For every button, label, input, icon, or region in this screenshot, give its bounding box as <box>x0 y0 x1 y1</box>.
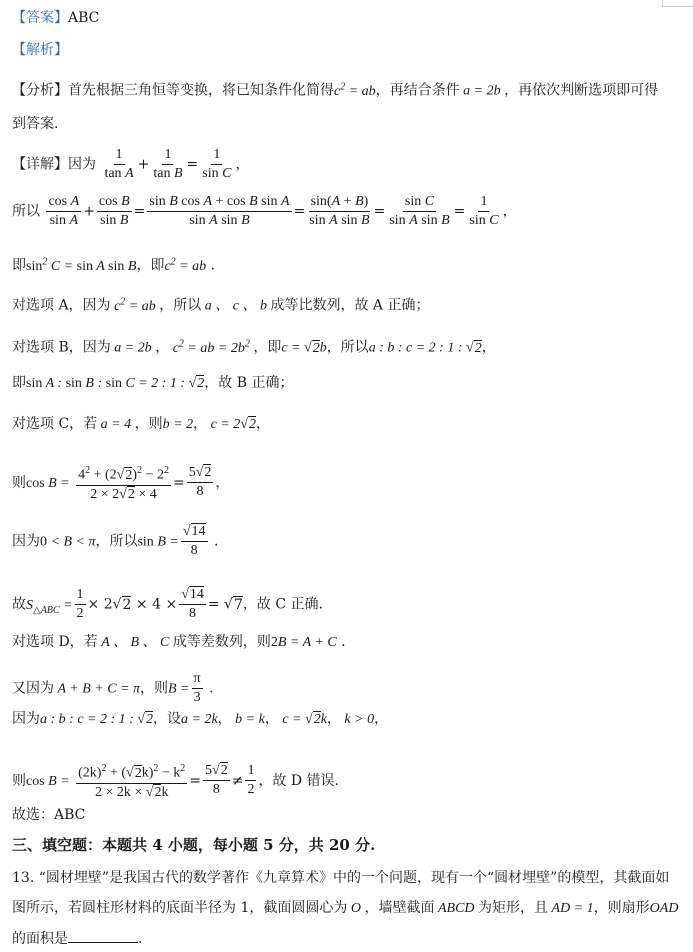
formula-ABC: A 、 B 、 C <box>97 635 173 650</box>
option-b-text-4: ， <box>481 339 496 356</box>
q13-line-2 <box>12 898 678 919</box>
formula-c-sqrt2k: c = √2k <box>278 712 327 727</box>
comma: ， <box>502 203 517 220</box>
q13-text-3: 的面积是 <box>12 931 68 947</box>
fraction-5sqrt2-8-2: $\frac{5√2}{8}$ <box>205 763 228 798</box>
formula-c2-ab: $c^2$ = ab <box>334 81 376 99</box>
formula-c-sqrt2b: c = √2b <box>281 340 327 356</box>
option-d-line-2: 又因为 A + B + C = π，则B = $\frac{\pi}{3}$ . <box>12 671 214 705</box>
detail-ji-2: 即 <box>150 257 165 274</box>
q13-text-2d: ，则扇形 <box>593 900 650 916</box>
detail-so: 所以 <box>12 203 40 220</box>
option-d-cosB-line: 则cos B = $\frac{(2k)^2 + (√2k)^2 - k^2}{2 \times 2k \times √2k}$ = $\frac{5√2}{8}$ ≠ $\frac{1}{2}$ ，故 D 错误. <box>12 760 339 802</box>
fenxi-line-2: 到答案. <box>12 116 59 132</box>
detail-label: 【详解】 <box>12 156 68 173</box>
option-c-text-4: ，故 C 正确. <box>242 596 323 613</box>
fraction-1-tanB: $\frac{1}{\text{tan B}}$ <box>153 147 183 181</box>
answer-blank[interactable] <box>68 928 138 943</box>
formula-c2-ab-2: $c^2$ = ab <box>164 256 207 274</box>
detail-line-1: 【详解】因为 $\frac{1}{\text{tan A}}$ + $\frac{1}{\text{tan B}}$ = $\frac{1}{\text{sin C}}$ ， <box>12 147 250 181</box>
option-c-gu: 故 <box>12 596 26 613</box>
option-b-text-6: ，故 B 正确； <box>204 375 294 391</box>
answer-value: ABC <box>68 10 100 26</box>
formula-OAD: OAD <box>649 901 679 916</box>
choose-line: 故选：ABC <box>12 807 86 823</box>
formula-2B-AC: 2B = A + C <box>270 635 337 650</box>
formula-b-k: b = k <box>231 712 265 727</box>
formula-B-range: 0 < B < π <box>40 534 96 550</box>
fraction-1-2-b: $\frac{1}{2}$ <box>247 763 255 798</box>
formula-c-2sqrt2: c = 2√2 <box>207 417 256 432</box>
q13-text-2a: 图所示，若圆柱形材料的底面半径为 1，截面圆圆心为 <box>12 900 348 916</box>
option-c-cosB-line: 则cos B = $\frac{4^2 + (2√2)^2 - 2^2}{2 \times 2√2 \times 4}$ = $\frac{5√2}{8}$ ， <box>12 462 229 504</box>
option-c-text-1: 对选项 C，若 <box>12 416 98 432</box>
formula-ratio-abc-2: a : b : c = 2 : 1 : √2 <box>40 712 153 727</box>
formula-c2-ab-3: $c^2$ = ab <box>110 296 160 314</box>
fenxi-label: 【分析】 <box>12 82 68 99</box>
fraction-pi-3: $\frac{\pi}{3}$ <box>193 671 201 705</box>
comma: ， <box>215 474 230 491</box>
fraction-sinAB: $\frac{\sin(A + B)}{\text{sin A sin B}}$ <box>309 194 370 228</box>
option-c-because: 因为 <box>12 533 40 550</box>
q13-text-2c: 为矩形，且 <box>478 900 549 916</box>
formula-sin2C: $\sin^2 C = \sin A$ sin B <box>26 256 137 274</box>
option-c-sinB-line: 因为0 < B < π，所以sin B = $\frac{√14}{8}$ . <box>12 524 219 558</box>
option-b-text-2: ，即 <box>253 339 282 356</box>
option-b-text-1: 对选项 B，因为 <box>12 339 111 356</box>
formula-sum-pi: A + B + C = π <box>54 681 141 697</box>
formula-k-gt-0: k > 0 <box>340 712 375 727</box>
option-b-line: 对选项 B，因为 a = 2b ， $c^2$ = ab = $2b^2$ ，即c = √2b，所以a : b : c = 2 : 1 : √2， <box>12 338 496 356</box>
option-c-line: 对选项 C，若 a = 4 ，则b = 2， c = 2√2， <box>12 416 270 432</box>
formula-a-4: a = 4 <box>97 417 135 432</box>
analysis-label: 【解析】 <box>12 42 68 58</box>
fraction-sqrt14-8-2: $\frac{√14}{8}$ <box>181 587 204 621</box>
option-c-text-3: ， <box>255 416 270 432</box>
fraction-5sqrt2-8: $\frac{5√2}{8}$ <box>188 465 212 500</box>
formula-ratio-abc: a : b : c = 2 : 1 : √2 <box>368 340 482 356</box>
option-c-text-2: ，则 <box>134 416 163 432</box>
detail-ji: 即 <box>12 257 26 274</box>
option-d-line-3: 因为a : b : c = 2 : 1 : √2，设a = 2k， b = k， c = √2k， k > 0， <box>12 711 389 727</box>
option-a-line <box>12 292 429 317</box>
formula-O: O <box>347 901 365 916</box>
option-d-text-3: 又因为 <box>12 680 54 697</box>
formula-a-2b: a = 2b <box>459 83 505 99</box>
option-d-text-6: ，设 <box>153 711 181 727</box>
formula-a-2b-2: a = 2b <box>110 340 156 356</box>
option-c-area-line: 故$S_{\triangle ABC}$ = $\frac{1}{2}$ × 2√2 × 4 × $\frac{√14}{8}$ = √7，故 C 正确. <box>12 587 323 621</box>
comma: ， <box>136 257 151 274</box>
formula-area: $S_{\triangle ABC}$ = <box>26 597 73 616</box>
answer-label: 【答案】 <box>12 10 68 26</box>
formula-ratio-sin: sin A : sin B : sin C = 2 : 1 : √2 <box>26 376 205 391</box>
formula-abc: a 、 c 、 b <box>201 298 271 314</box>
fenxi-text-3: ，再依次判断选项即可得 <box>504 82 659 99</box>
formula-AD-1: AD = 1 <box>548 901 594 916</box>
fenxi-text-2: ，再结合条件 <box>375 82 460 99</box>
formula-ABCD: ABCD <box>434 901 479 916</box>
fraction-sum-sinAsinB: $\frac{\text{sin B cos A + cos B sin A}}{\text{sin A sin B}}$ <box>149 194 290 228</box>
fraction-sinC: $\frac{\text{sin C}}{\text{sin A sin B}}$ <box>389 194 450 228</box>
fraction-1-sinC-2: $\frac{1}{\text{sin C}}$ <box>469 194 499 228</box>
fraction-1-2: $\frac{1}{2}$ <box>76 587 84 621</box>
formula-b-2: b = 2 <box>162 417 194 432</box>
fraction-cosB-sinB: $\frac{\text{cos B}}{\text{sin B}}$ <box>98 194 130 228</box>
q13-text-2b: ，墙壁截面 <box>364 900 435 916</box>
formula-B-eq: B = <box>168 681 190 697</box>
detail-line-3: 即$\sin^2 C = \sin A$ sin B，即$c^2$ = ab . <box>12 256 216 274</box>
option-a-text-2: ，所以 <box>159 297 202 314</box>
formula-sinB: sin B = <box>137 534 179 550</box>
formula-cosB-c: cos B = <box>26 475 70 491</box>
fraction-sqrt14-8: $\frac{√14}{8}$ <box>182 524 206 558</box>
fraction-1-sinC: $\frac{1}{\text{sin C}}$ <box>202 147 232 181</box>
option-c-then: 则 <box>12 474 26 491</box>
fraction-cosA-sinA: $\frac{\text{cos A}}{\text{sin A}}$ <box>48 194 80 228</box>
option-a-text-3: 成等比数列，故 A 正确； <box>270 297 430 314</box>
option-b-text-3: ，所以 <box>326 339 369 356</box>
fraction-cosB-c: $\frac{4^2 + (2√2)^2 - 2^2}{2 \times 2√2 \times 4}$ <box>76 462 171 504</box>
section-heading: 三、填空题：本题共 4 小题，每小题 5 分，共 20 分. <box>12 836 376 854</box>
option-b-text-5: 即 <box>12 375 26 391</box>
option-d-then: 则 <box>12 772 26 789</box>
detail-because: 因为 <box>68 156 96 173</box>
option-d-text-1: 对选项 D，若 <box>12 634 98 650</box>
option-b-line-2 <box>12 373 293 394</box>
page-corner-mark <box>662 0 693 7</box>
detail-line-2: 所以 $\frac{\text{cos A}}{\text{sin A}}$ + $\frac{\text{cos B}}{\text{sin B}}$ = $\frac{\text{sin B cos A + cos B sin A}}{\text{sin A sin B}}$ = $\frac{\sin(A + B)}{\text{sin A sin B}}$ = $\frac{\text{sin C}}{\text{sin A sin B}}$ = $\frac{1}{\text{sin C}}$ ， <box>12 194 517 228</box>
option-d-line: 对选项 D，若 A 、 B 、 C 成等差数列，则2B = A + C . <box>12 634 346 650</box>
option-d-text-4: ，则 <box>140 680 169 697</box>
option-c-so: ，所以 <box>95 533 138 550</box>
option-d-text-2: 成等差数列，则 <box>172 634 271 650</box>
formula-a-2k: a = 2k <box>181 712 218 727</box>
fraction-1-tanA: $\frac{1}{\text{tan A}}$ <box>104 147 134 181</box>
fraction-cosB-d: $\frac{(2k)^2 + (√2k)^2 - k^2}{2 \times 2k \times √2k}$ <box>76 760 187 802</box>
option-a-text-1: 对选项 A，因为 <box>12 297 111 314</box>
q13-line-3 <box>12 928 142 949</box>
formula-cosB-d: cos B = <box>26 773 70 789</box>
fenxi-text-1: 首先根据三角恒等变换，将已知条件化简得 <box>68 82 334 99</box>
formula-c2-2b2: $c^2$ = ab = $2b^2$ <box>169 338 250 356</box>
option-d-text-5: 因为 <box>12 711 40 727</box>
option-d-text-7: ，故 D 错误. <box>258 772 340 789</box>
period: . <box>138 931 143 947</box>
q13-line-1: 13. “圆材埋壁”是我国古代的数学著作《九章算术》中的一个问题，现有一个“圆材埋壁”的模型，其截面如 <box>12 870 670 886</box>
fenxi-line <box>12 77 658 102</box>
comma: ， <box>235 156 250 173</box>
answer-line <box>12 8 99 28</box>
